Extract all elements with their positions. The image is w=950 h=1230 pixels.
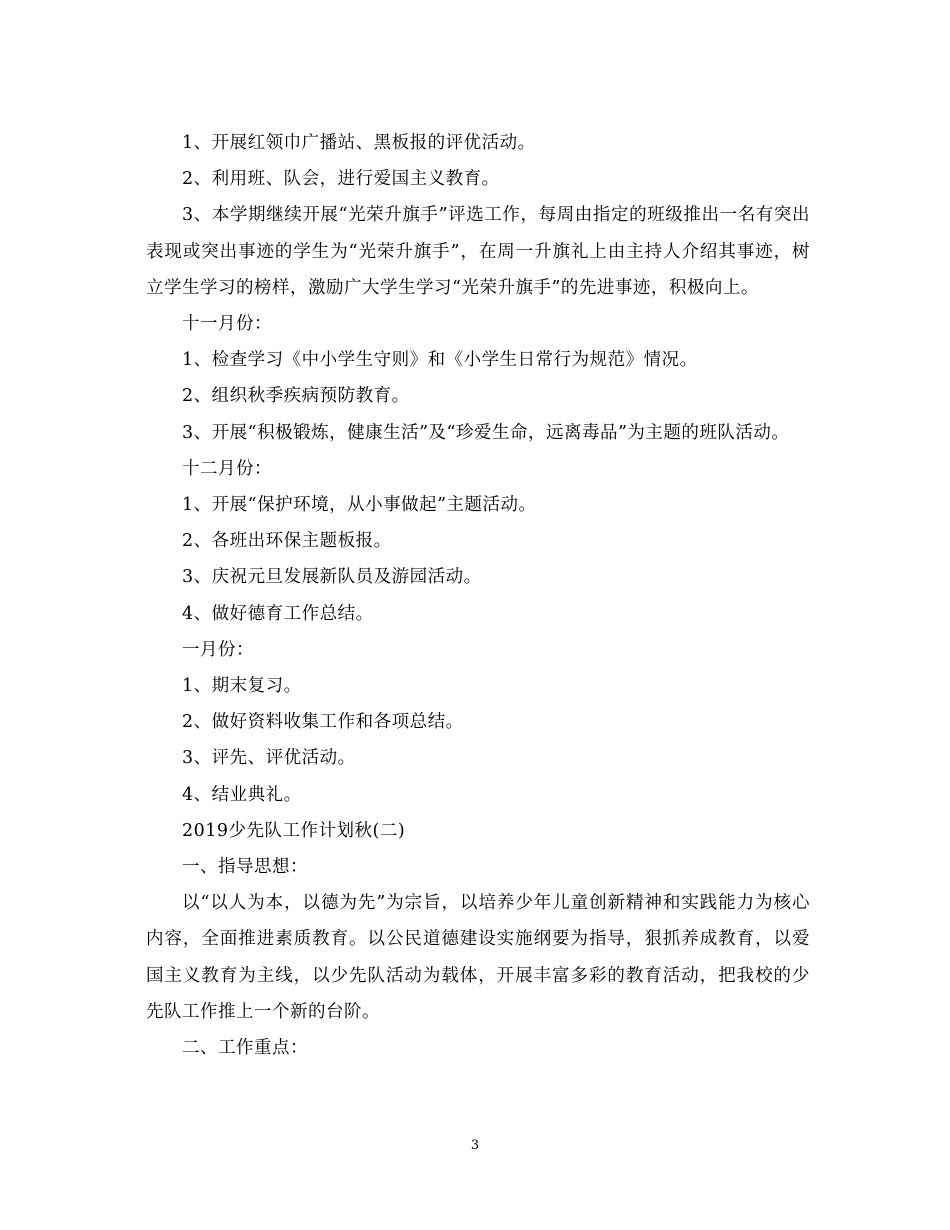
document-subtitle: 2019少先队工作计划秋(二) (182, 820, 406, 841)
document-body (146, 125, 810, 1066)
list-item: 3、本学期继续开展“光荣升旗手”评选工作，每周由指定的班级推出一名有突出表现或突出事迹的学生为“光荣升旗手”，在周一升旗礼上由主持人介绍其事迹，树立学生学习的榜样，激励广大学生学习“光荣升旗手”的先进事迹，积极向上。 (146, 205, 810, 298)
list-item: 1、检查学习《中小学生守则》和《小学生日常行为规范》情况。 (182, 350, 698, 371)
list-item: 2、组织秋季疾病预防教育。 (182, 386, 410, 407)
list-item: 1、期末复习。 (182, 676, 302, 697)
section-heading-work-focus: 二、工作重点： (182, 1038, 308, 1059)
list-item: 4、结业典礼。 (182, 784, 302, 805)
body-paragraph: 以“以人为本，以德为先”为宗旨，以培养少年儿童创新精神和实践能力为核心内容，全面推进素质教育。以公民道德建设实施纲要为指导，狠抓养成教育，以爱国主义教育为主线，以少先队活动为载体，开展丰富多彩的教育活动，把我校的少先队工作推上一个新的台阶。 (146, 893, 810, 1022)
section-heading-november: 十一月份： (182, 314, 272, 335)
list-item: 2、各班出环保主题板报。 (182, 531, 392, 552)
list-item: 4、做好德育工作总结。 (182, 603, 374, 624)
section-heading-december: 十二月份： (182, 458, 272, 479)
section-heading-january: 一月份： (182, 639, 254, 660)
list-item: 1、开展“保护环境，从小事做起”主题活动。 (182, 495, 537, 516)
list-item: 3、开展“积极锻炼，健康生活”及“珍爱生命，远离毒品”为主题的班队活动。 (182, 422, 790, 443)
page-number: 3 (470, 1138, 480, 1153)
list-item: 1、开展红领巾广播站、黑板报的评优活动。 (182, 133, 536, 153)
list-item: 3、评先、评优活动。 (182, 748, 356, 769)
list-item: 2、做好资料收集工作和各项总结。 (182, 712, 464, 733)
list-item: 3、庆祝元旦发展新队员及游园活动。 (182, 567, 482, 588)
section-heading-guiding-thought: 一、指导思想： (182, 857, 308, 878)
list-item: 2、利用班、队会，进行爱国主义教育。 (182, 169, 500, 190)
